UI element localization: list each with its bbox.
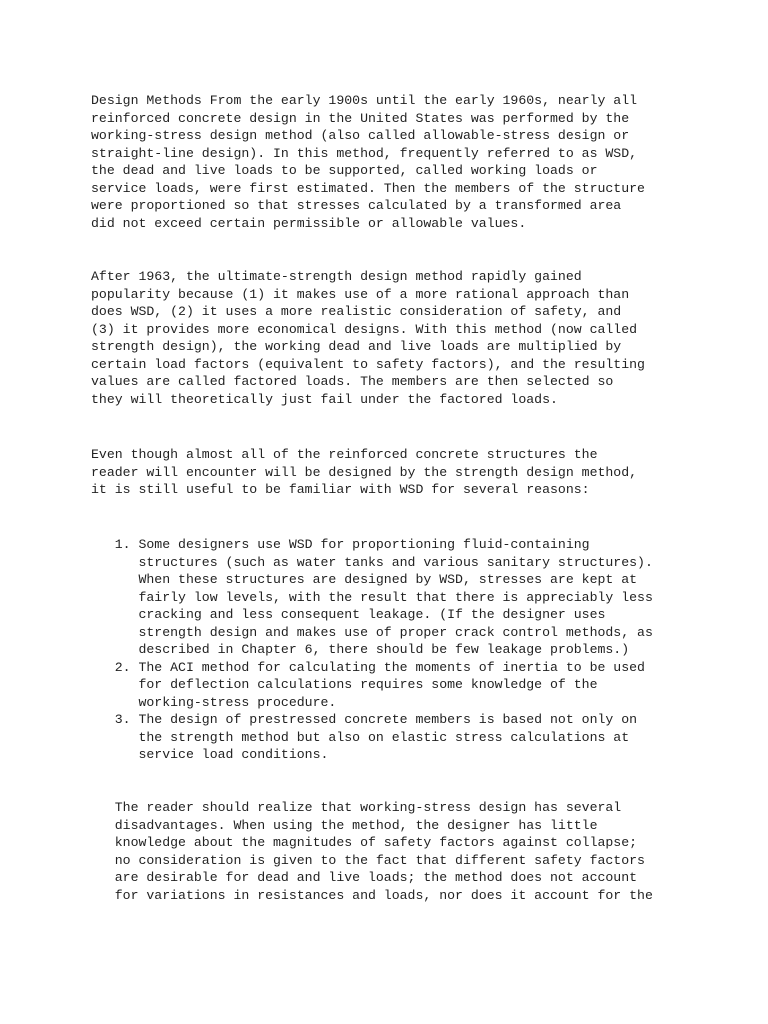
text-line: reinforced concrete design in the United States was performed by the bbox=[91, 110, 630, 126]
list-item-line: structures (such as water tanks and various sanitary structures). bbox=[91, 554, 653, 570]
text-line: reader will encounter will be designed by the strength design method, bbox=[91, 464, 638, 480]
text-line: Design Methods From the early 1900s until the early 1960s, nearly all bbox=[91, 93, 638, 108]
list-item-line: working-stress procedure. bbox=[91, 694, 337, 710]
text-line: knowledge about the magnitudes of safety factors against collapse; bbox=[91, 835, 638, 850]
text-line: were proportioned so that stresses calculated by a transformed area bbox=[91, 198, 622, 213]
list-item-line: fairly low levels, with the result that there is appreciably less bbox=[91, 589, 653, 605]
text-line: are desirable for dead and live loads; the method does not account bbox=[91, 870, 638, 885]
text-line: certain load factors (equivalent to safety factors), and the resulting bbox=[91, 356, 645, 372]
text-line: straight-line design). In this method, frequently referred to as WSD, bbox=[91, 145, 638, 161]
text-line: Even though almost all of the reinforced concrete structures the bbox=[91, 447, 598, 462]
text-line: After 1963, the ultimate-strength design method rapidly gained bbox=[91, 269, 582, 284]
list-item-line: 1. Some designers use WSD for proportioning fluid-containing bbox=[91, 537, 590, 552]
text-line: does WSD, (2) it uses a more realistic consideration of safety, and bbox=[91, 304, 622, 319]
text-line: service loads, were first estimated. Then the members of the structure bbox=[91, 180, 645, 196]
list-item-line: service load conditions. bbox=[91, 747, 329, 762]
list-item-line: When these structures are designed by WSD, stresses are kept at bbox=[91, 572, 638, 587]
text-line: values are called factored loads. The members are then selected so bbox=[91, 374, 614, 389]
text-line: The reader should realize that working-stress design has several bbox=[91, 800, 622, 815]
text-line: it is still useful to be familiar with WSD for several reasons: bbox=[91, 482, 590, 497]
text-line: for variations in resistances and loads, nor does it account for the bbox=[91, 887, 653, 903]
text-line: did not exceed certain permissible or allowable values. bbox=[91, 215, 527, 231]
list-item-line: 3. The design of prestressed concrete members is based not only on bbox=[91, 712, 638, 727]
list-item-line: 2. The ACI method for calculating the moments of inertia to be used bbox=[91, 659, 645, 675]
text-line: the dead and live loads to be supported, called working loads or bbox=[91, 163, 598, 178]
text-line: popularity because (1) it makes use of a more rational approach than bbox=[91, 286, 630, 302]
text-line: working-stress design method (also called allowable-stress design or bbox=[91, 128, 630, 143]
list-item-line: cracking and less consequent leakage. (If the designer uses bbox=[91, 607, 606, 622]
text-line: disadvantages. When using the method, the designer has little bbox=[91, 817, 598, 833]
text-line: strength design), the working dead and live loads are multiplied by bbox=[91, 339, 622, 354]
list-item-line: for deflection calculations requires some knowledge of the bbox=[91, 677, 598, 692]
list-item-line: strength design and makes use of proper crack control methods, as bbox=[91, 624, 653, 640]
text-line: no consideration is given to the fact that different safety factors bbox=[91, 852, 645, 868]
list-item-line: described in Chapter 6, there should be few leakage problems.) bbox=[91, 642, 630, 657]
text-line: (3) it provides more economical designs. With this method (now called bbox=[91, 321, 638, 337]
list-item-line: the strength method but also on elastic stress calculations at bbox=[91, 729, 630, 745]
text-line: they will theoretically just fail under the factored loads. bbox=[91, 391, 558, 407]
